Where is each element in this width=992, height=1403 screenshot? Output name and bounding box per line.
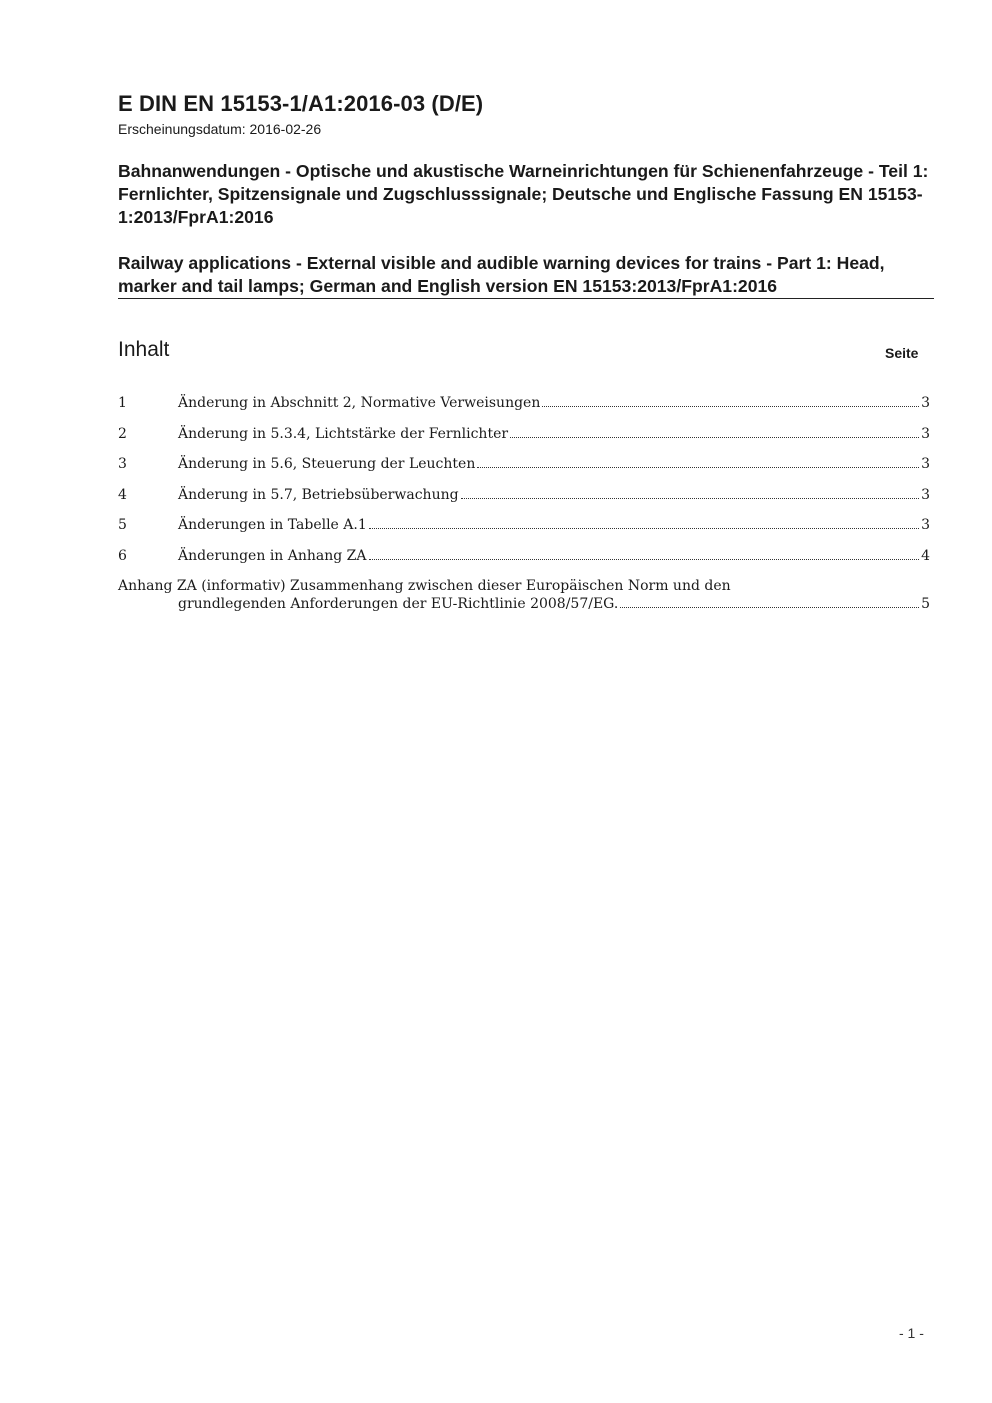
toc-entry-page: 3	[921, 486, 930, 503]
toc-entry[interactable]	[118, 546, 930, 577]
toc-leader-dots	[461, 498, 920, 499]
toc-leader-dots	[542, 406, 919, 407]
toc-entry[interactable]	[118, 424, 930, 455]
toc-entry-number: 5	[118, 517, 127, 533]
page-number: - 1 -	[899, 1325, 924, 1341]
toc-entry-title: Änderungen in Tabelle A.1	[178, 517, 367, 533]
toc-entry[interactable]	[118, 393, 930, 424]
toc-leader-dots	[477, 467, 919, 468]
toc-leader-dots	[620, 607, 919, 608]
document-id: E DIN EN 15153-1/A1:2016-03 (D/E)	[118, 91, 484, 116]
publication-date: Erscheinungsdatum: 2016-02-26	[118, 121, 322, 137]
toc-entry-page: 3	[921, 456, 930, 472]
title-divider	[118, 298, 934, 299]
toc-entry-page: 3	[921, 395, 930, 411]
annex-title-line2: grundlegenden Anforderungen der EU-Richtlinie 2008/57/EG.	[178, 596, 619, 612]
toc-entry-title: Änderung in 5.6, Steuerung der Leuchten	[178, 456, 476, 472]
toc-entry-number: 6	[118, 547, 127, 564]
toc-entry-page: 3	[921, 517, 930, 533]
toc-entry-title: Änderung in 5.7, Betriebsüberwachung	[178, 486, 459, 503]
toc-entry-title: Änderung in Abschnitt 2, Normative Verweisungen	[178, 395, 541, 411]
toc-entry-page: 4	[921, 547, 930, 564]
table-of-contents	[118, 393, 930, 612]
toc-entry-number: 4	[118, 486, 127, 503]
toc-leader-dots	[510, 437, 919, 438]
toc-entry-title: Änderungen in Anhang ZA	[178, 547, 367, 564]
toc-leader-dots	[369, 528, 919, 529]
toc-entry-number: 3	[118, 456, 127, 472]
toc-entry-number: 1	[118, 395, 127, 411]
toc-entry-page: 5	[921, 596, 930, 612]
title-german: Bahnanwendungen - Optische und akustische Warneinrichtungen für Schienenfahrzeuge - Teil 1: Fernlichter, Spitzensignale und Zugschlusssignale; Deutsche und Englische Fassung EN 15153-1:2013/FprA1:2016	[118, 161, 929, 227]
toc-entry[interactable]	[118, 454, 930, 485]
toc-entry-annex[interactable]	[118, 578, 930, 612]
toc-leader-dots	[369, 559, 920, 560]
title-english: Railway applications - External visible and audible warning devices for trains - Part 1: Head, marker and tail lamps; German and English version EN 15153:2013/FprA1:2016	[118, 253, 885, 296]
toc-entry-page: 3	[921, 425, 930, 442]
toc-page-column-heading: Seite	[885, 345, 919, 361]
annex-title-line1: Anhang ZA (informativ) Zusammenhang zwischen dieser Europäischen Norm und den	[118, 578, 731, 594]
toc-entry-number: 2	[118, 425, 127, 442]
toc-entry-title: Änderung in 5.3.4, Lichtstärke der Fernlichter	[178, 425, 509, 442]
toc-heading: Inhalt	[118, 338, 170, 361]
toc-entry[interactable]	[118, 485, 930, 516]
toc-entry[interactable]	[118, 515, 930, 546]
